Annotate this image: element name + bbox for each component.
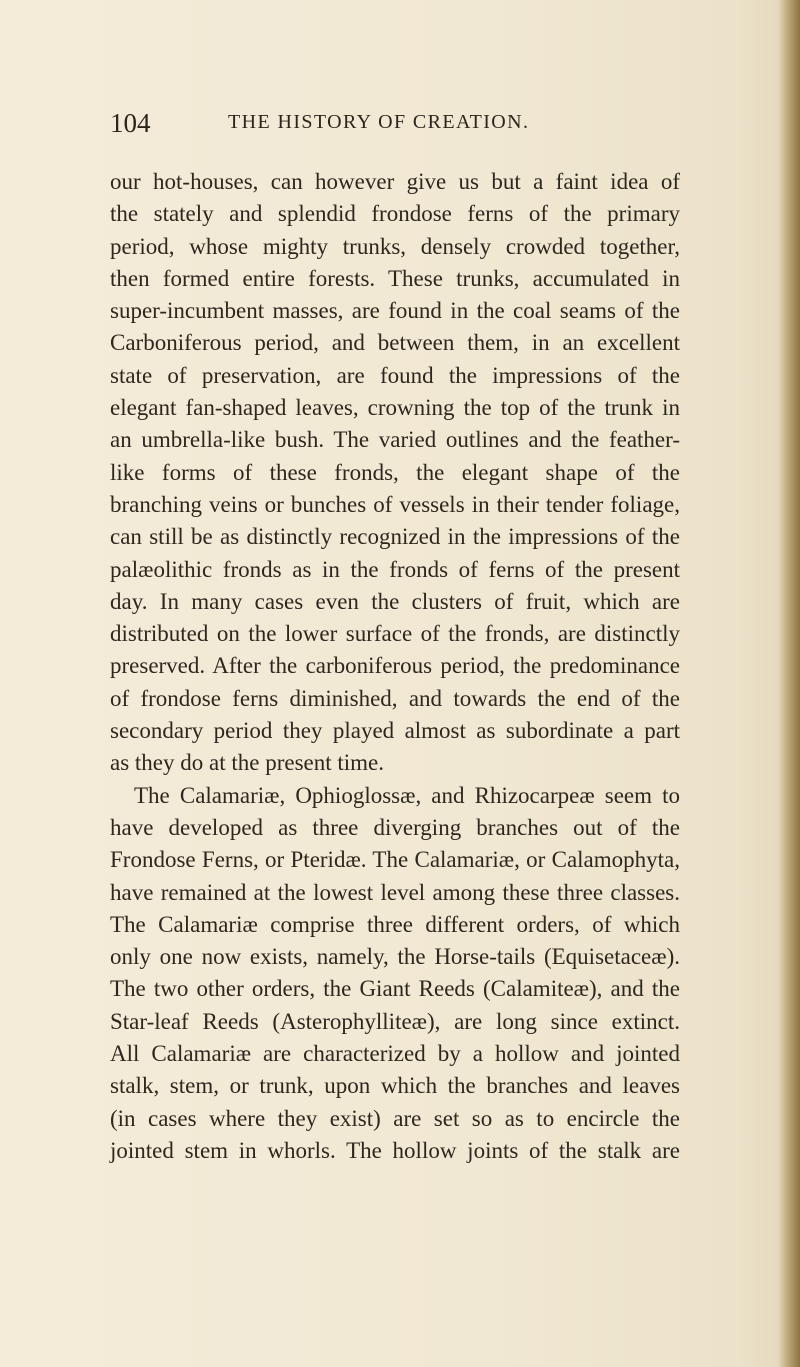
text-line: have remained at the lowest level among these three classes. [110, 879, 680, 905]
text-line: the stately and splendid frondose ferns of the primary [110, 201, 680, 227]
text-line: Frondose Ferns, or Pteridæ. The Calamariæ, or Calamophyta, [110, 847, 680, 873]
text-line: Star-leaf Reeds (Asterophylliteæ), are long since extinct. [110, 1008, 680, 1034]
page-edge-shadow [778, 0, 800, 1367]
text-line: All Calamariæ are characterized by a hollow and jointed [110, 1041, 680, 1067]
text-line: day. In many cases even the clusters of fruit, which are [110, 588, 680, 614]
text-line: like forms of these fronds, the elegant shape of the [110, 459, 680, 485]
text-line: secondary period they played almost as subordinate a part [110, 718, 680, 744]
text-line: have developed as three diverging branches out of the [110, 814, 680, 840]
text-line: then formed entire forests. These trunks, accumulated in [110, 265, 680, 291]
text-line: The Calamariæ, Ophioglossæ, and Rhizocarpeæ seem to [134, 782, 680, 808]
text-line: distributed on the lower surface of the fronds, are distinctly [110, 621, 680, 647]
text-line: of frondose ferns diminished, and towards the end of the [110, 685, 680, 711]
text-line: as they do at the present time. [110, 750, 385, 776]
text-line: elegant fan-shaped leaves, crowning the top of the trunk in [110, 395, 680, 421]
text-line: The two other orders, the Giant Reeds (Calamiteæ), and the [110, 976, 680, 1002]
text-line: jointed stem in whorls. The hollow joints of the stalk are [110, 1137, 680, 1163]
text-line: branching veins or bunches of vessels in their tender foliage, [110, 491, 680, 517]
text-line: preserved. After the carboniferous period, the predominance [110, 653, 680, 679]
text-line: super-incumbent masses, are found in the coal seams of the [110, 298, 680, 324]
text-line: can still be as distinctly recognized in the impressions of the [110, 524, 680, 550]
text-line: The Calamariæ comprise three different orders, of which [110, 911, 680, 937]
text-line: period, whose mighty trunks, densely crowded together, [110, 233, 680, 259]
body-text [110, 166, 680, 1167]
text-line: state of preservation, are found the impressions of the [110, 362, 680, 388]
text-line: an umbrella-like bush. The varied outlines and the feather- [110, 427, 680, 453]
page-number: 104 [110, 108, 151, 138]
text-line: Carboniferous period, and between them, in an excellent [110, 330, 680, 356]
text-line: stalk, stem, or trunk, upon which the branches and leaves [110, 1073, 680, 1099]
text-line: our hot-houses, can however give us but a faint idea of [110, 169, 680, 194]
text-line: (in cases where they exist) are set so as to encircle the [110, 1105, 680, 1131]
text-line: only one now exists, namely, the Horse-tails (Equisetaceæ). [110, 944, 680, 970]
text-line: palæolithic fronds as in the fronds of ferns of the present [110, 556, 680, 582]
page-header [110, 108, 690, 142]
running-head: THE HISTORY OF CREATION. [228, 111, 530, 133]
